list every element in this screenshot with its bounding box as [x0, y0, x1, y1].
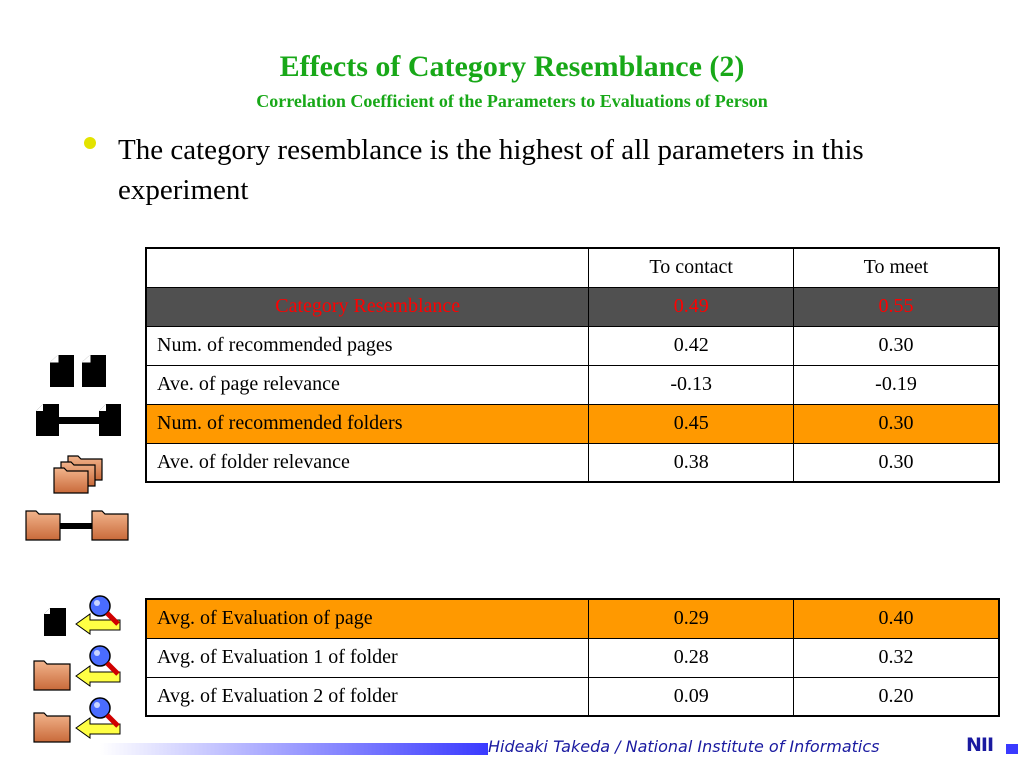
correlation-table-2 [145, 598, 1000, 717]
table-header-cell: To meet [793, 248, 999, 287]
footer-square-icon [1006, 744, 1018, 754]
table-header-cell [146, 248, 589, 287]
slide-title: Effects of Category Resemblance (2) [279, 50, 745, 83]
row-label: Avg. of Evaluation of page [146, 599, 589, 638]
table-row [146, 365, 999, 404]
row-value-contact: 0.29 [589, 599, 794, 638]
row-value-meet: 0.55 [793, 287, 999, 326]
row-value-meet: 0.40 [793, 599, 999, 638]
row-label: Ave. of page relevance [146, 365, 589, 404]
row-value-meet: 0.30 [793, 443, 999, 482]
row-value-contact: 0.09 [589, 677, 794, 716]
row-value-meet: -0.19 [793, 365, 999, 404]
table-header-row [146, 248, 999, 287]
row-label: Num. of recommended folders [146, 404, 589, 443]
row-label: Avg. of Evaluation 2 of folder [146, 677, 589, 716]
bullet-dot-icon [84, 137, 96, 149]
row-value-meet: 0.30 [793, 404, 999, 443]
footer-author: Hideaki Takeda / National Institute of Informatics [488, 737, 880, 756]
table-row [146, 638, 999, 677]
bullet-text: The category resemblance is the highest of all parameters in this experiment [118, 134, 864, 206]
row-value-contact: -0.13 [589, 365, 794, 404]
table-row [146, 443, 999, 482]
folder-evaluation-2-icon [32, 696, 124, 744]
table-row [146, 599, 999, 638]
table-row [146, 404, 999, 443]
row-label: Category Resemblance [146, 287, 589, 326]
row-label: Ave. of folder relevance [146, 443, 589, 482]
row-value-meet: 0.30 [793, 326, 999, 365]
page-evaluation-icon [42, 594, 124, 638]
linked-folders-icon [24, 508, 130, 542]
row-value-meet: 0.32 [793, 638, 999, 677]
table-row [146, 326, 999, 365]
table-header-cell: To contact [589, 248, 794, 287]
linked-pages-icon [35, 404, 123, 438]
table-row [146, 677, 999, 716]
nii-logo: NII [966, 734, 994, 756]
two-pages-icon [48, 354, 110, 390]
row-value-contact: 0.28 [589, 638, 794, 677]
folder-evaluation-1-icon [32, 644, 124, 692]
row-value-contact: 0.42 [589, 326, 794, 365]
row-value-contact: 0.49 [589, 287, 794, 326]
stacked-folders-icon [52, 450, 106, 496]
row-label: Num. of recommended pages [146, 326, 589, 365]
table-row [146, 287, 999, 326]
row-value-contact: 0.38 [589, 443, 794, 482]
row-label: Avg. of Evaluation 1 of folder [146, 638, 589, 677]
footer-gradient-bar [100, 743, 488, 755]
slide-subtitle: Correlation Coefficient of the Parameters to Evaluations of Person [256, 91, 768, 111]
row-value-contact: 0.45 [589, 404, 794, 443]
correlation-table-1 [145, 247, 1000, 483]
row-value-meet: 0.20 [793, 677, 999, 716]
